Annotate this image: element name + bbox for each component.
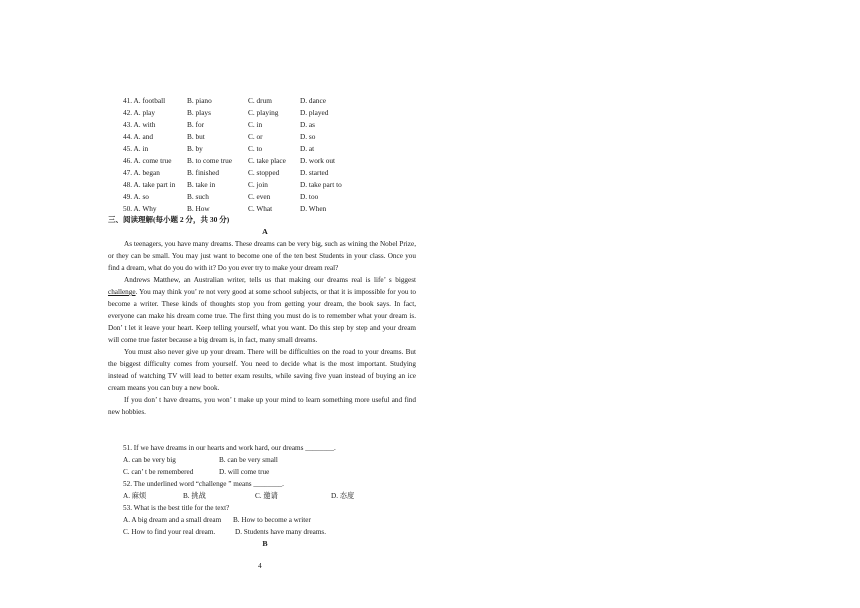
paragraph: You must also never give up your dream. There will be difficulties on the road to your dreams. But the biggest difficulty comes from yourself. You need to decide what is the most important. Studying instead of watching TV will lead to better exam results, while saving five yuan instead of buying an ice cream means you can buy a new book.: [108, 348, 416, 392]
question-stem: [123, 478, 423, 490]
option: D. Students have many dreams.: [235, 528, 327, 536]
option: C. drum: [248, 96, 272, 105]
option: B. piano: [187, 96, 212, 105]
question-text: 52. The underlined word “challenge ” means ________.: [123, 480, 284, 488]
option: 46. A. come true: [123, 156, 172, 165]
option: A. can be very big: [123, 456, 176, 464]
option: C. What: [248, 204, 273, 213]
option: C. to: [248, 144, 263, 153]
option: B. finished: [187, 168, 220, 177]
option: D. dance: [300, 96, 326, 105]
option-row: [123, 95, 423, 107]
question-text: 53. What is the best title for the text?: [123, 504, 230, 512]
option: 43. A. with: [123, 120, 156, 129]
option: C. take place: [248, 156, 286, 165]
page-number: 4: [258, 561, 262, 570]
passage-a-label: A: [262, 227, 268, 236]
option: 41. A. football: [123, 96, 166, 105]
option-row: [123, 119, 423, 131]
option-row: [123, 514, 423, 526]
cloze-options: [123, 95, 423, 215]
option: D. played: [300, 108, 329, 117]
option: D. When: [300, 204, 327, 213]
section-heading: 三、阅读理解(每小题 2 分，共 30 分): [108, 215, 230, 224]
text: . You may think you’ re not very good at some school subjects, or that it is impossible for you to become a writer. These kinds of thoughts stop you from getting your dream, the book says. In fact, everyone can make his dream come true. The first thing you must do is to remember what your dream is. Don’ t let it leave your heart. Keep telling yourself, what you want. Do this step by step and your dream will come true faster because a big dream is, in fact, many small dreams.: [108, 288, 416, 344]
option-row: [123, 143, 423, 155]
option: B. take in: [187, 180, 216, 189]
option: D. so: [300, 132, 316, 141]
option-row: [123, 167, 423, 179]
option: 48. A. take part in: [123, 180, 176, 189]
option: A. 麻烦: [123, 492, 147, 500]
option: C. stopped: [248, 168, 280, 177]
option: D. too: [300, 192, 319, 201]
passage-b-label: B: [262, 539, 268, 548]
option: D. as: [300, 120, 315, 129]
option-row: [123, 107, 423, 119]
option: C. 邀请: [255, 492, 278, 500]
option: B. plays: [187, 108, 211, 117]
option: A. A big dream and a small dream: [123, 516, 222, 524]
option: D. take part to: [300, 180, 342, 189]
option-row: [123, 155, 423, 167]
option: D. will come true: [219, 468, 270, 476]
text: Andrews Matthew, an Australian writer, tells us that making our dreams real is life’ s biggest: [124, 276, 416, 284]
questions: [123, 442, 423, 538]
option-row: [123, 466, 423, 478]
paragraph: As teenagers, you have many dreams. These dreams can be very big, such as wining the Nobel Prize, or they can be small. You may just want to become one of the ten best Students in your class. Once you find a dream, what do you do with it? Do you ever try to make your dream real?: [108, 240, 416, 272]
underlined-word: challenge: [108, 288, 136, 296]
option: B. 挑战: [183, 492, 206, 500]
option: B. to come true: [187, 156, 232, 165]
option: C. in: [248, 120, 263, 129]
option: C. can’ t be remembered: [123, 468, 194, 476]
option-row: [123, 131, 423, 143]
question-stem: [123, 502, 423, 514]
option: D. started: [300, 168, 329, 177]
option-row: [123, 490, 423, 502]
question-stem: [123, 442, 423, 454]
passage-a: [108, 238, 416, 418]
option: C. even: [248, 192, 271, 201]
option-row: [123, 454, 423, 466]
option: C. join: [248, 180, 268, 189]
question-text: 51. If we have dreams in our hearts and work hard, our dreams ________.: [123, 444, 336, 452]
option: D. 态度: [331, 492, 355, 500]
option: 45. A. in: [123, 144, 149, 153]
option: 47. A. began: [123, 168, 160, 177]
option: B. for: [187, 120, 205, 129]
option: B. by: [187, 144, 203, 153]
option: D. at: [300, 144, 315, 153]
option: B. How: [187, 204, 210, 213]
option-row: [123, 179, 423, 191]
option: 44. A. and: [123, 132, 153, 141]
paragraph: [108, 274, 416, 346]
option: B. How to become a writer: [233, 516, 311, 524]
option: D. work out: [300, 156, 336, 165]
option: 49. A. so: [123, 192, 149, 201]
option-row: [123, 191, 423, 203]
option: C. or: [248, 132, 263, 141]
option: 42. A. play: [123, 108, 156, 117]
option-row: [123, 526, 423, 538]
option: C. playing: [248, 108, 279, 117]
option: 50. A. Why: [123, 204, 157, 213]
option: B. but: [187, 132, 205, 141]
option: B. can be very small: [219, 456, 278, 464]
paragraph: If you don’ t have dreams, you won’ t make up your mind to learn something more useful and find new hobbies.: [108, 396, 416, 416]
option: B. such: [187, 192, 209, 201]
option: C. How to find your real dream.: [123, 528, 216, 536]
